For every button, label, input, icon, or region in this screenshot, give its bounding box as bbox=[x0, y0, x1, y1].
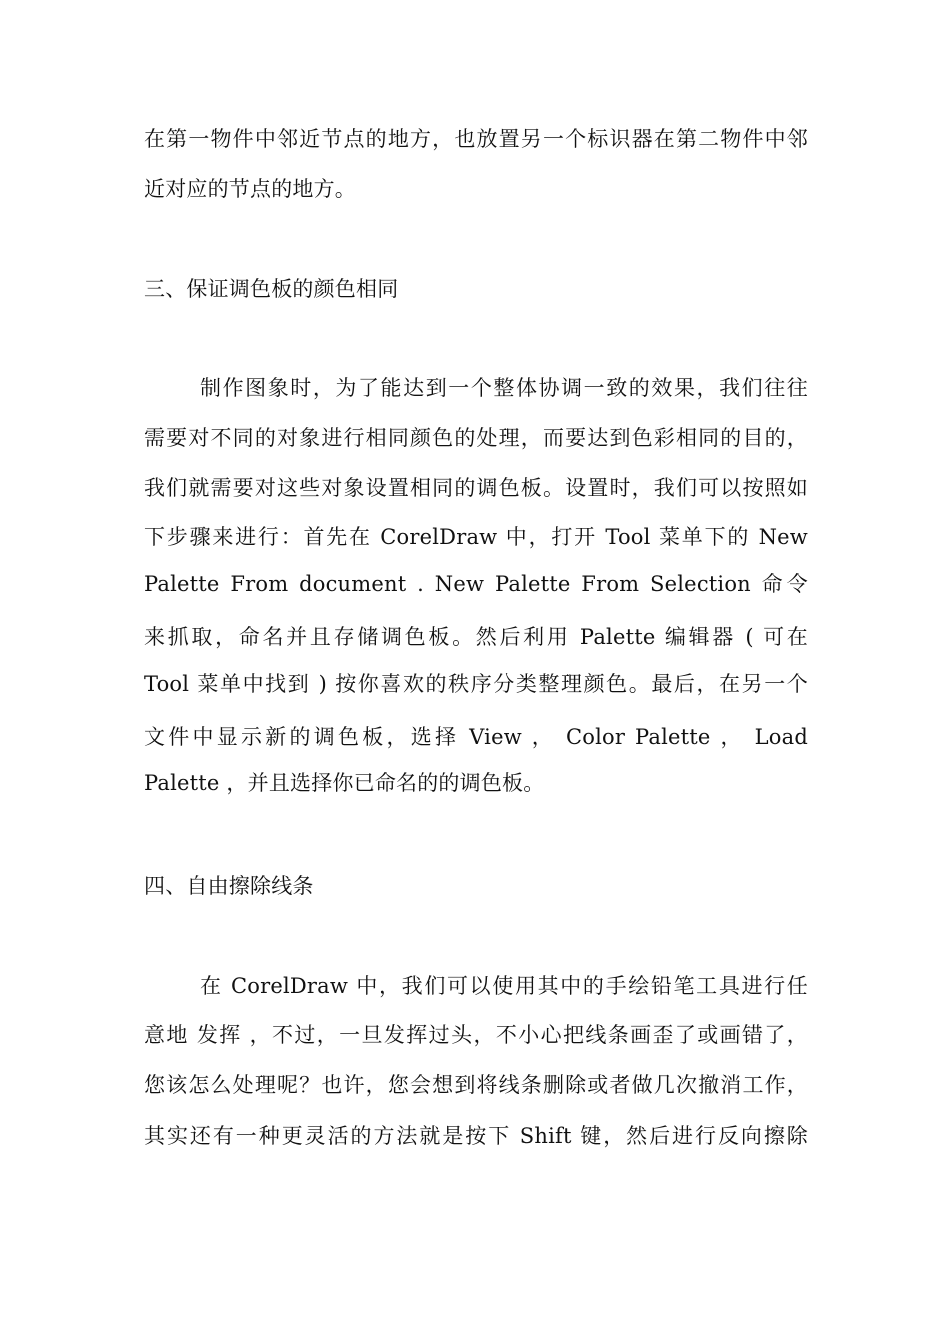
paragraph-line: Palette From document . New Palette From Selection 命令 bbox=[144, 572, 808, 596]
paragraph-line: 近对应的节点的地方。 bbox=[144, 177, 356, 201]
paragraph-line: 在 CorelDraw 中，我们可以使用其中的手绘铅笔工具进行任 bbox=[200, 974, 808, 998]
section-heading: 四、自由擦除线条 bbox=[144, 874, 314, 898]
paragraph-line: 意地 发挥 ，不过，一旦发挥过头，不小心把线条画歪了或画错了， bbox=[144, 1023, 808, 1047]
paragraph-line: 文件中显示新的调色板，选择 View ， Color Palette ， Load bbox=[144, 725, 808, 749]
paragraph-line: 您该怎么处理呢？也许，您会想到将线条删除或者做几次撤消工作， bbox=[144, 1073, 808, 1097]
paragraph-line: 我们就需要对这些对象设置相同的调色板。设置时，我们可以按照如 bbox=[144, 476, 808, 500]
paragraph-line: Palette ，并且选择你已命名的的调色板。 bbox=[144, 771, 545, 795]
paragraph-line: Tool 菜单中找到 ) 按你喜欢的秩序分类整理颜色。最后，在另一个 bbox=[144, 672, 808, 696]
paragraph-line: 在第一物件中邻近节点的地方，也放置另一个标识器在第二物件中邻 bbox=[144, 127, 808, 151]
section-heading: 三、保证调色板的颜色相同 bbox=[144, 277, 399, 301]
paragraph-line: 下步骤来进行：首先在 CorelDraw 中，打开 Tool 菜单下的 New bbox=[144, 525, 808, 549]
paragraph-line: 来抓取，命名并且存储调色板。然后利用 Palette 编辑器 ( 可在 bbox=[144, 625, 808, 649]
paragraph-line: 其实还有一种更灵活的方法就是按下 Shift 键，然后进行反向擦除 bbox=[144, 1124, 808, 1148]
paragraph-line: 制作图象时，为了能达到一个整体协调一致的效果，我们往往 bbox=[200, 376, 808, 400]
paragraph-line: 需要对不同的对象进行相同颜色的处理，而要达到色彩相同的目的， bbox=[144, 426, 808, 450]
